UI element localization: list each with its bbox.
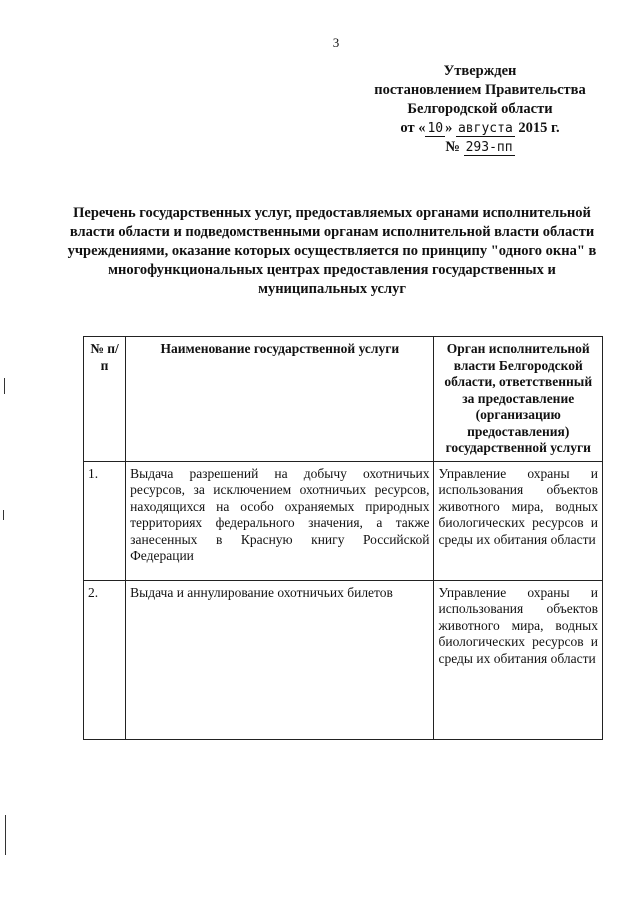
date-year: 2015 г. [518,120,560,136]
date-month: августа [457,121,513,136]
approval-date [360,119,600,138]
table-row [84,461,603,580]
number-prefix: № [445,139,460,155]
approval-number [360,138,600,157]
date-day: 10 [427,121,444,136]
document-heading: Перечень государственных услуг, предоставляемых органами исполнительной власти области и подведомственными органам исполнительной власти области учреждениями, оказание которых осуществляется по принципу "одного окна" в многофункциональных центрах предоставления государственных и муниципальных услуг [67,205,597,297]
approval-stamp [360,62,600,157]
table-header-row [84,337,603,462]
row-num: 2. [84,580,126,739]
table-row [84,580,603,739]
scan-margin-mark [4,378,5,394]
scan-margin-mark [5,815,6,855]
header-num: № п/п [84,337,126,462]
approval-line-3: Белгородской области [407,101,553,117]
page-number: 3 [332,35,340,50]
services-table [83,336,603,740]
header-org: Орган исполнительной власти Белгородской области, ответственный за предоставление (организацию предоставления) государственной услуги [434,337,603,462]
row-service-name: Выдача разрешений на добычу охотничьих ресурсов, за исключением охотничьих ресурсов, находящихся на особо охраняемых природных территориях федерального значения, а также занесенных в Красную книгу Российской Федерации [126,461,434,580]
scan-margin-mark [3,510,4,520]
date-prefix: от « [400,120,426,136]
row-org: Управление охраны и использования объектов животного мира, водных биологических ресурсов и среды их обитания области [434,580,603,739]
number-value: 293-пп [465,140,513,155]
approval-line-2: постановлением Правительства [374,82,586,98]
header-name: Наименование государственной услуги [126,337,434,462]
row-org: Управление охраны и использования объектов животного мира, водных биологических ресурсов и среды их обитания области [434,461,603,580]
date-quote-close: » [445,120,453,136]
row-num: 1. [84,461,126,580]
approval-line-1: Утвержден [443,63,517,79]
row-service-name: Выдача и аннулирование охотничьих билетов [126,580,434,739]
